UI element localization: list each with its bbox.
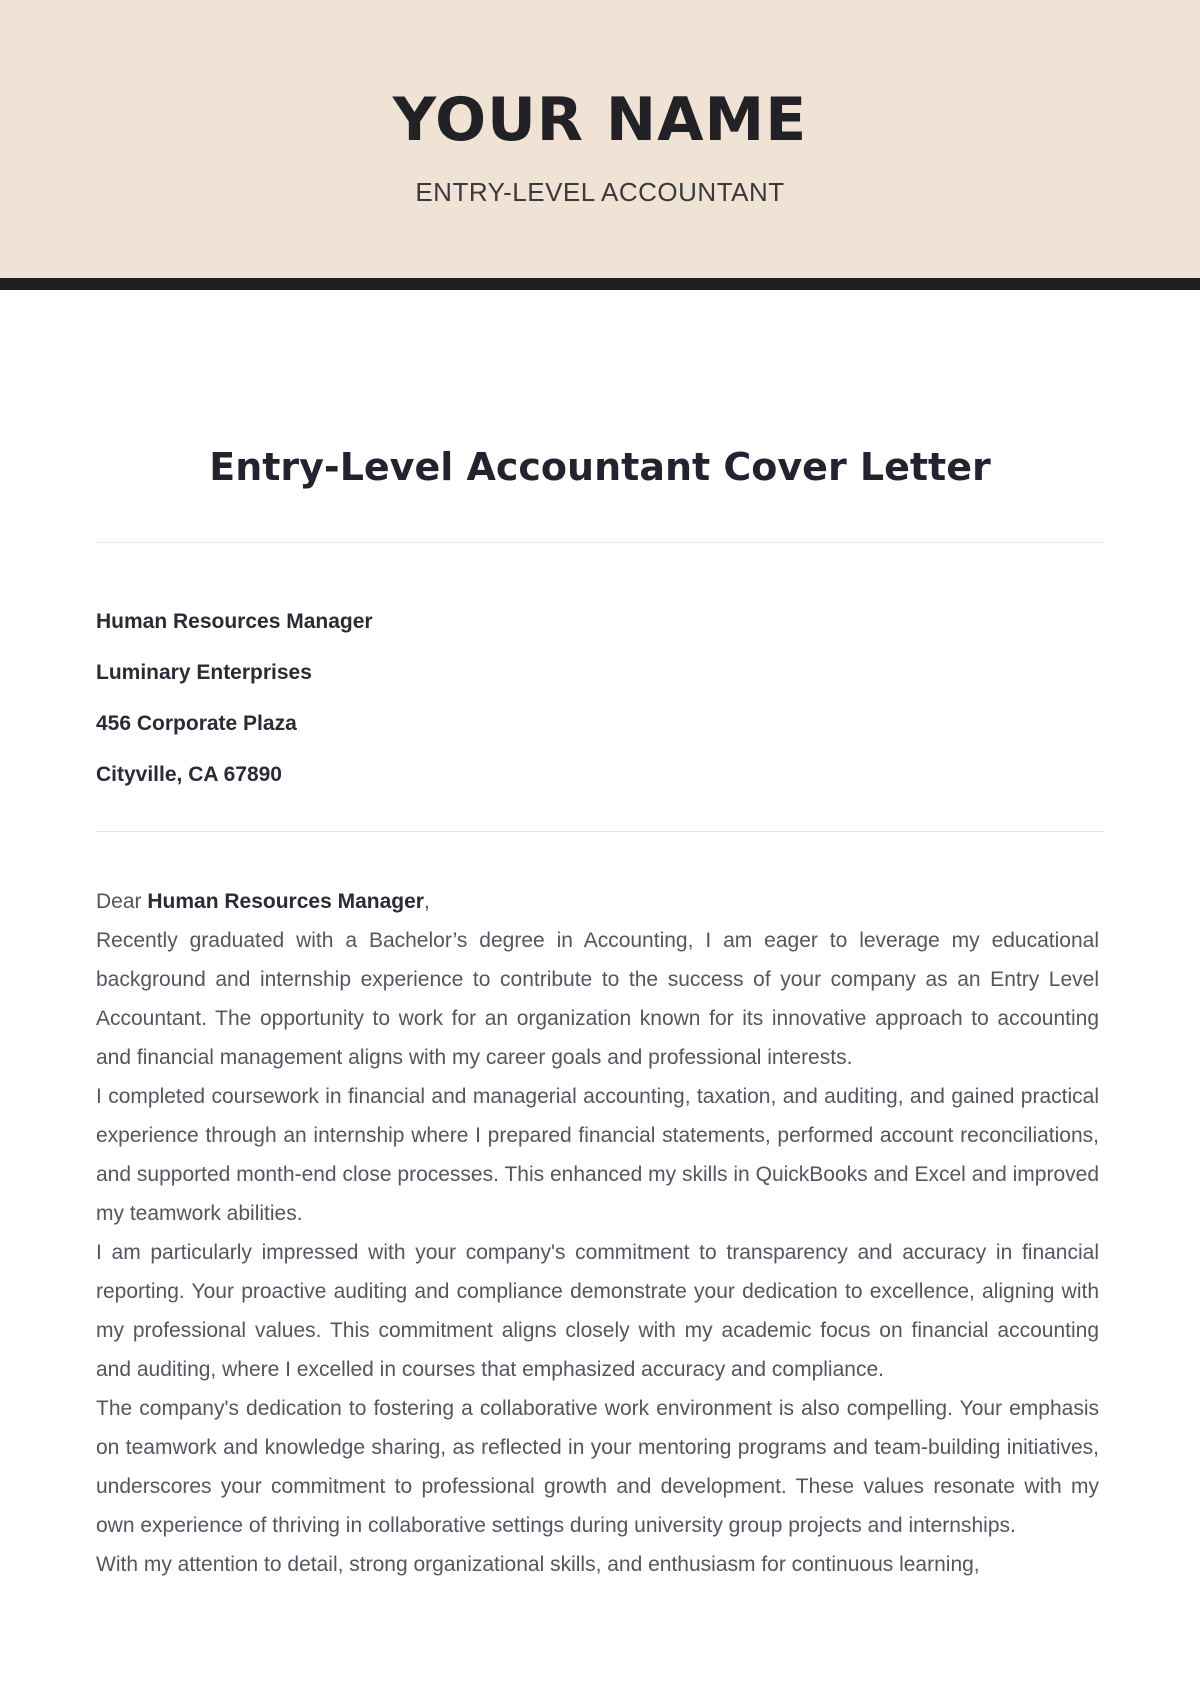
- letter-paragraph-closing: With my attention to detail, strong organizational skills, and enthusiasm for continuous learning,: [96, 1553, 980, 1576]
- letter-paragraph-collaboration: The company's dedication to fostering a collaborative work environment is also compelling. Your emphasis on teamwork and knowledge sharing, as reflected in your mentoring programs and team-building initiatives, underscores your commitment to professional growth and development. These values resonate with my own experience of thriving in collaborative settings during university group projects and internships.: [96, 1397, 1099, 1537]
- applicant-role: ENTRY-LEVEL ACCOUNTANT: [415, 177, 785, 207]
- section-divider: [96, 542, 1104, 543]
- salutation: [96, 882, 1099, 921]
- header-divider-bar: [0, 278, 1200, 290]
- recipient-company: Luminary Enterprises: [96, 661, 312, 684]
- recipient-address-block: [96, 596, 1104, 800]
- letter-paragraph-intro: Recently graduated with a Bachelor’s degree in Accounting, I am eager to leverage my educational background and internship experience to contribute to the success of your company as an Entry Level Accountant. The opportunity to work for an organization known for its innovative approach to accounting and financial management aligns with my career goals and professional interests.: [96, 929, 1099, 1069]
- recipient-street: 456 Corporate Plaza: [96, 712, 297, 735]
- salutation-punctuation: ,: [423, 890, 430, 913]
- section-divider: [96, 831, 1104, 832]
- recipient-city: Cityville, CA 67890: [96, 763, 282, 786]
- document-title: Entry-Level Accountant Cover Letter: [209, 445, 991, 489]
- salutation-recipient: Human Resources Manager: [147, 890, 424, 913]
- letter-paragraph-experience: I completed coursework in financial and managerial accounting, taxation, and auditing, and gained practical experience through an internship where I prepared financial statements, performed account reconciliations, and supported month-end close processes. This enhanced my skills in QuickBooks and Excel and improved my teamwork abilities.: [96, 1085, 1099, 1225]
- recipient-title: Human Resources Manager: [96, 610, 373, 633]
- letter-paragraph-company-values: I am particularly impressed with your company's commitment to transparency and accuracy in financial reporting. Your proactive auditing and compliance demonstrate your dedication to excellence, aligning with my professional values. This commitment aligns closely with my academic focus on financial accounting and auditing, where I excelled in courses that emphasized accuracy and compliance.: [96, 1241, 1099, 1381]
- applicant-name: YOUR NAME: [392, 85, 808, 155]
- letter-body: [96, 882, 1099, 1584]
- salutation-greeting: Dear: [96, 890, 142, 913]
